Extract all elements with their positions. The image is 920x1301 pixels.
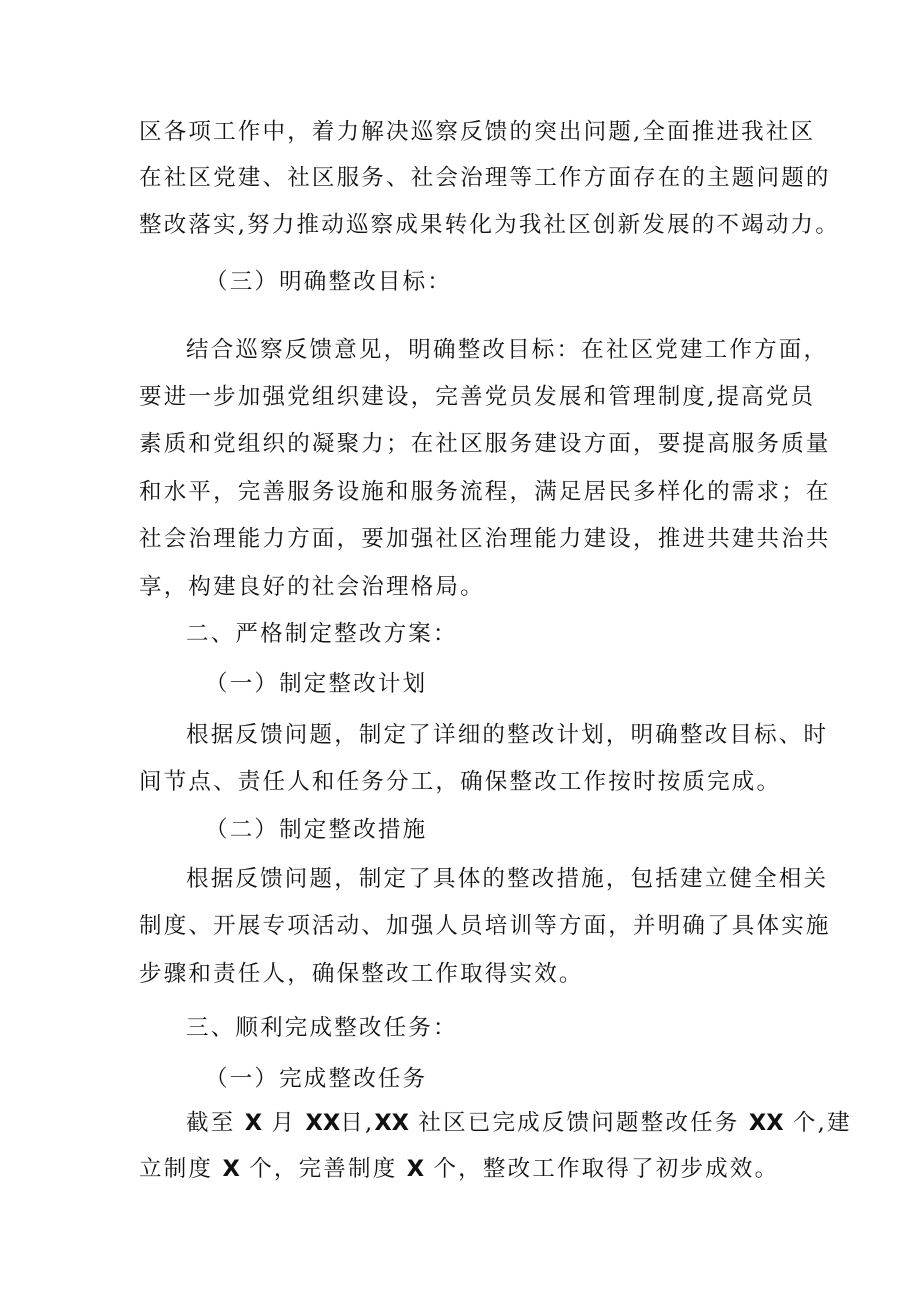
section-heading: （三）明确整改目标： (205, 269, 453, 295)
subsection-heading: （一）完成整改任务 (205, 1066, 428, 1092)
section-heading: 二、严格制定整改方案： (186, 621, 458, 647)
section-heading: 三、顺利完成整改任务： (186, 1015, 458, 1041)
paragraph-line (186, 1108, 852, 1138)
placeholder-value: XX (305, 1110, 341, 1136)
paragraph-line: 在社区党建、社区服务、社会治理等工作方面存在的主题问题的 (139, 165, 831, 191)
paragraph-line: 和水平，完善服务设施和服务流程，满足居民多样化的需求；在 (139, 479, 831, 505)
paragraph-line: 要进一步加强党组织建设，完善党员发展和管理制度,提高党员 (139, 384, 816, 410)
text-run: 个，完善制度 (249, 1156, 398, 1182)
paragraph-line: 根据反馈问题，制定了详细的整改计划，明确整改目标、时 (186, 722, 829, 748)
text-run: 社区已完成反馈问题整改任务 (418, 1110, 740, 1136)
text-run: 立制度 (139, 1156, 214, 1182)
paragraph-line: 根据反馈问题，制定了具体的整改措施，包括建立健全相关 (186, 866, 829, 892)
text-run: 截至 (186, 1110, 236, 1136)
paragraph-line: 享，构建良好的社会治理格局。 (139, 574, 485, 600)
placeholder-value: X (406, 1156, 425, 1182)
placeholder-value: X (244, 1110, 263, 1136)
placeholder-value: XX (374, 1110, 410, 1136)
paragraph-line: 区各项工作中，着力解决巡察反馈的突出问题,全面推进我社区 (139, 119, 816, 145)
placeholder-value: X (222, 1156, 240, 1182)
text-run: 个,建 (792, 1110, 852, 1136)
paragraph-line: 制度、开展专项活动、加强人员培训等方面，并明确了具体实施 (139, 913, 831, 939)
placeholder-value: XX (748, 1110, 784, 1136)
paragraph-line: 整改落实,努力推动巡察成果转化为我社区创新发展的不竭动力。 (139, 212, 840, 238)
paragraph-line: 步骤和责任人，确保整改工作取得实效。 (139, 961, 584, 987)
paragraph-line: 结合巡察反馈意见，明确整改目标：在社区党建工作方面， (186, 337, 829, 363)
subsection-heading: （一）制定整改计划 (205, 671, 428, 697)
paragraph-line: 间节点、责任人和任务分工，确保整改工作按时按质完成。 (139, 769, 782, 795)
subsection-heading: （二）制定整改措施 (205, 817, 428, 843)
paragraph-line (139, 1154, 779, 1184)
paragraph-line: 社会治理能力方面，要加强社区治理能力建设，推进共建共治共 (139, 526, 831, 552)
text-run: 月 (271, 1110, 297, 1136)
text-run: 日, (340, 1110, 375, 1136)
paragraph-line: 素质和党组织的凝聚力；在社区服务建设方面，要提高服务质量 (139, 431, 831, 457)
text-run: 个，整改工作取得了初步成效。 (433, 1156, 780, 1182)
